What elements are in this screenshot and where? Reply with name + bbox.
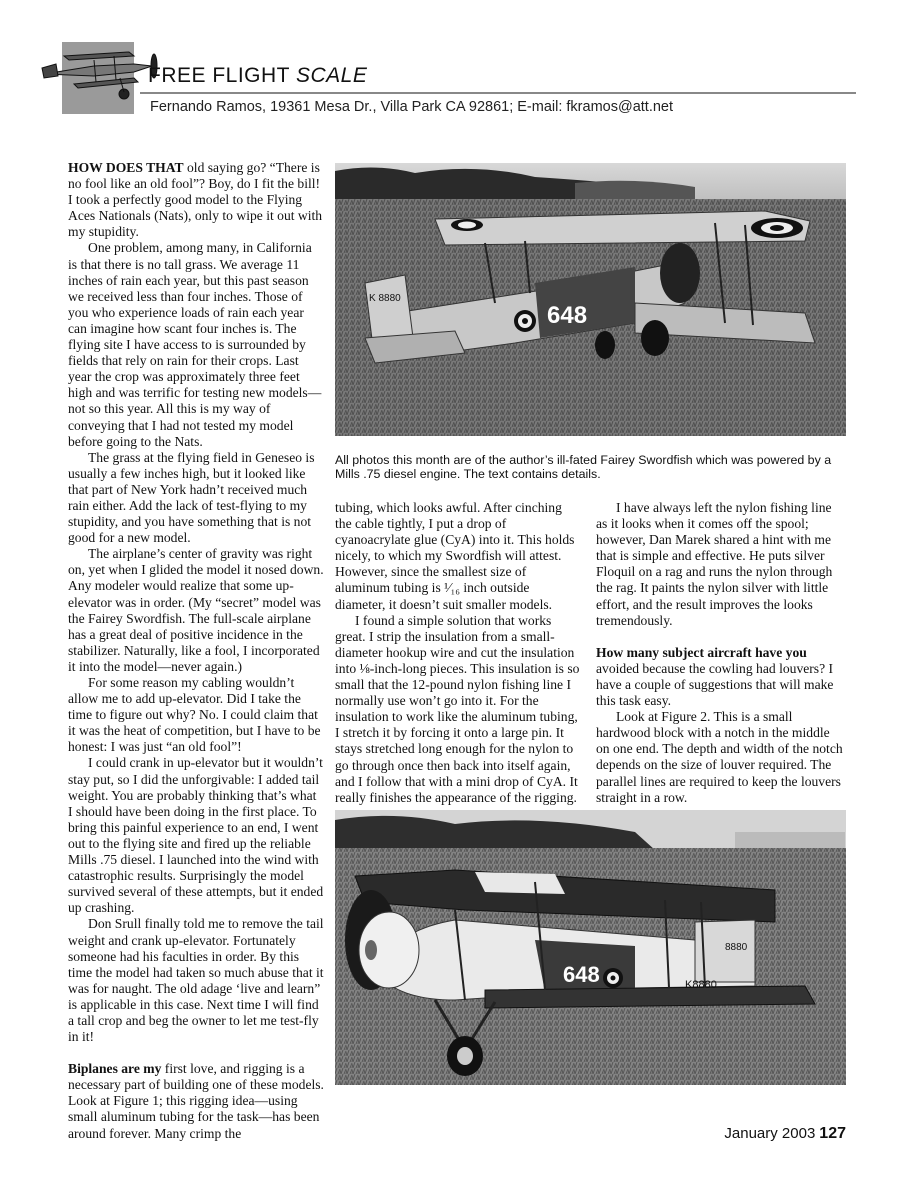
paragraph: I have always left the nylon fishing line as it looks when it comes off the spool; however, Dan Marek shared a hint with me that is simple and effective. He puts silver Floquil on a rag and runs the nylon through the rag. It paints the nylon silver with little effort, and the result improves the looks tremendously. xyxy=(596,500,833,628)
paragraph: Don Srull finally told me to remove the tail weight and crank up-elevator. Fortunately someone had his faculties in order. By this time the model had taken so much abuse that it was for naught. The old adage ‘live and learn” is applicable in this case. Next time I will find a tall crop and beg the owner to let me test-fly in it! xyxy=(68,916,324,1045)
paragraph: tubing, which looks awful. After cinching the cable tightly, I put a drop of cyanoacrylate glue (CyA) into it. This holds nicely, to which my Swordfish will attest. However, since the smallest size of aluminum tubing is ¹⁄₁₆ inch outside diameter, it doesn’t suit smaller models. xyxy=(335,500,575,612)
paragraph: I could crank in up-elevator but it wouldn’t stay put, so I did the unforgivable: I added tail weight. You are probably thinking that’s what I should have been doing in the first place. To bring this painful experience to an end, I went out to the flying site and fired up the reliable Mills .75 diesel. I launched into the wind with catastrophic results. Surprisingly the model survived several of these attempts, but it ended up crashing. xyxy=(68,755,324,916)
photo1-serial: K 8880 xyxy=(369,293,401,304)
issue-date: January 2003 xyxy=(724,1125,816,1142)
paragraph: How many subject aircraft have you avoided because the cowling had louvers? I have a couple of suggestions that will make this task easy. xyxy=(596,644,834,709)
article-column-3 xyxy=(596,500,846,806)
photo2-fuselage-number: 648 xyxy=(563,962,600,987)
paragraph: Biplanes are my first love, and rigging is a necessary part of building one of these models. Look at Figure 1; this rigging idea—using small aluminum tubing for the task—has been around forever. Many crimp the xyxy=(68,1061,324,1141)
author-contact: Fernando Ramos, 19361 Mesa Dr., Villa Park CA 92861; E-mail: fkramos@att.net xyxy=(150,99,673,115)
article-column-2 xyxy=(335,500,581,806)
paragraph: Look at Figure 2. This is a small hardwood block with a notch in the middle on one end. The depth and width of the notch depends on the size of louver required. The parallel lines are required to keep the louvers straight in a row. xyxy=(596,709,843,805)
photo1-fuselage-number: 648 xyxy=(547,302,588,329)
photo2-serial-lower: K8880 xyxy=(685,979,717,991)
header-rule xyxy=(140,92,856,94)
article-column-1 xyxy=(68,160,324,1142)
photo2-serial: 8880 xyxy=(725,942,748,953)
paragraph: One problem, among many, in California is that there is no tall grass. We average 11 inches of rain each year, but this past season we received less than four inches. Those of you who experience loads of rain each year can imagine how scant four inches is. The flying site I have access to is surrounded by fields that rely on rain for their crops. Last year the crop was approximately three feet high and was terrific for testing new models—not so this year. All this is my way of conveying that I had not tested my model before going to the Nats. xyxy=(68,240,322,449)
column-title: FREE FLIGHT SCALE xyxy=(148,64,368,87)
page-number: 127 xyxy=(819,1125,846,1142)
paragraph: I found a simple solution that works great. I strip the insulation from a small-diameter hookup wire and cut the insulation into ⅛-inch-long pieces. This insulation is so small that the 12-pound nylon fishing line I normally use won’t go into it. For the insulation to work like the aluminum tubing, I stretch it by forcing it onto a large pin. It stays stretched long enough for the nylon to go through once then back into itself again, and I follow that with a mini drop of CyA. It really finishes the appearance of the rigging. xyxy=(335,612,580,805)
paragraph: The grass at the flying field in Geneseo is usually a few inches high, but it looked like that part of New York hadn’t received much rain either. Add the lack of test-flying to my stupidity, and you have something that is not good for a new model. xyxy=(68,449,315,546)
photo-swordfish-front xyxy=(335,810,846,1085)
photo-caption: All photos this month are of the author’s ill-fated Fairey Swordfish which was powered by a Mills .75 diesel engine. The text contains details. xyxy=(335,453,832,482)
photo-swordfish-grass xyxy=(335,163,846,436)
paragraph: HOW DOES THAT old saying go? “There is no fool like an old fool”? Boy, do I fit the bill! I took a perfectly good model to the Flying Aces Nationals (Nats), only to wipe it out with my stupidity. xyxy=(68,160,323,240)
paragraph: The airplane’s center of gravity was right on, yet when I glided the model it nosed down. Any modeler would realize that some up-elevator was in order. (My “secret” model was the Fairey Swordfish. The full-scale airplane has a great deal of positive incidence in the stabilizer. Naturally, like a fool, I incorporated it into the model—never again.) xyxy=(68,546,324,674)
page-header xyxy=(0,0,916,140)
airplane-logo-icon xyxy=(34,36,164,106)
page-footer xyxy=(724,1125,846,1143)
paragraph: For some reason my cabling wouldn’t allow me to add up-elevator. Did I take the time to figure out why? No. I could claim that it was the heat of competition, but I have to be honest: I was just “an old fool”! xyxy=(68,675,321,755)
